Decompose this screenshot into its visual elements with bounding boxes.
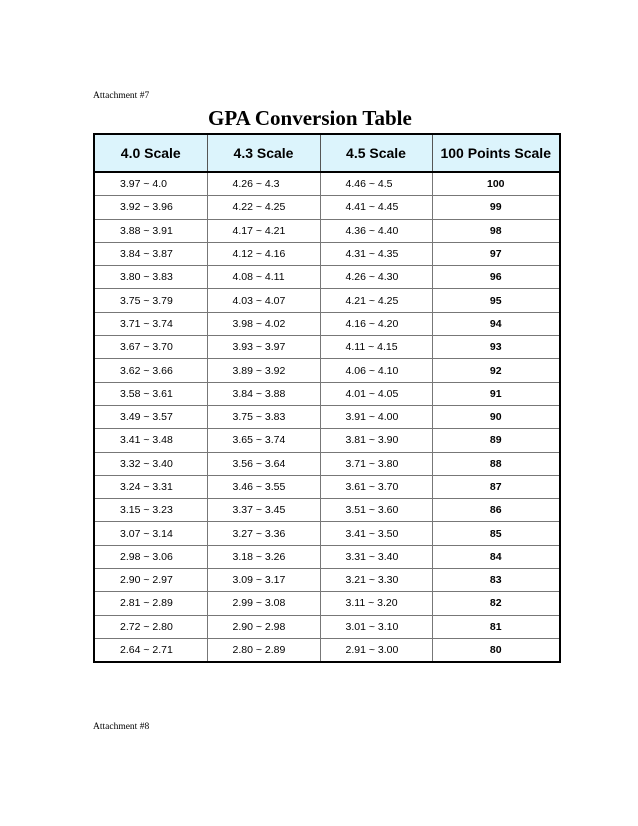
table-row — [94, 615, 560, 638]
cell-100-points: 94 — [432, 312, 560, 335]
cell-100-points: 80 — [432, 638, 560, 662]
cell-4-0-scale: 2.90 ~ 2.97 — [94, 569, 207, 592]
table-row — [94, 429, 560, 452]
cell-4-5-scale: 4.16 ~ 4.20 — [320, 312, 432, 335]
cell-100-points: 98 — [432, 219, 560, 242]
cell-4-3-scale: 3.89 ~ 3.92 — [207, 359, 320, 382]
cell-100-points: 90 — [432, 405, 560, 428]
cell-100-points: 85 — [432, 522, 560, 545]
table-row — [94, 499, 560, 522]
cell-100-points: 96 — [432, 266, 560, 289]
cell-4-0-scale: 2.81 ~ 2.89 — [94, 592, 207, 615]
gpa-conversion-table — [93, 133, 561, 663]
table-row — [94, 569, 560, 592]
table-header — [94, 134, 560, 172]
cell-4-5-scale: 3.41 ~ 3.50 — [320, 522, 432, 545]
cell-4-0-scale: 3.32 ~ 3.40 — [94, 452, 207, 475]
table-row — [94, 522, 560, 545]
cell-100-points: 91 — [432, 382, 560, 405]
cell-4-5-scale: 3.01 ~ 3.10 — [320, 615, 432, 638]
table-row — [94, 638, 560, 662]
cell-4-3-scale: 2.90 ~ 2.98 — [207, 615, 320, 638]
cell-4-0-scale: 3.67 ~ 3.70 — [94, 336, 207, 359]
cell-4-3-scale: 4.22 ~ 4.25 — [207, 196, 320, 219]
cell-100-points: 89 — [432, 429, 560, 452]
cell-4-3-scale: 3.75 ~ 3.83 — [207, 405, 320, 428]
cell-4-3-scale: 4.08 ~ 4.11 — [207, 266, 320, 289]
cell-4-0-scale: 3.84 ~ 3.87 — [94, 242, 207, 265]
table-row — [94, 382, 560, 405]
table-row — [94, 289, 560, 312]
cell-4-0-scale: 3.41 ~ 3.48 — [94, 429, 207, 452]
cell-4-0-scale: 3.75 ~ 3.79 — [94, 289, 207, 312]
cell-4-5-scale: 4.31 ~ 4.35 — [320, 242, 432, 265]
cell-4-0-scale: 3.71 ~ 3.74 — [94, 312, 207, 335]
cell-4-5-scale: 4.06 ~ 4.10 — [320, 359, 432, 382]
cell-4-0-scale: 2.72 ~ 2.80 — [94, 615, 207, 638]
cell-4-5-scale: 4.36 ~ 4.40 — [320, 219, 432, 242]
table-row — [94, 219, 560, 242]
page-title: GPA Conversion Table — [208, 106, 412, 130]
cell-4-0-scale: 3.97 ~ 4.0 — [94, 172, 207, 196]
table-row — [94, 196, 560, 219]
table-row — [94, 172, 560, 196]
cell-4-0-scale: 3.92 ~ 3.96 — [94, 196, 207, 219]
cell-100-points: 83 — [432, 569, 560, 592]
cell-4-5-scale: 4.01 ~ 4.05 — [320, 382, 432, 405]
cell-100-points: 92 — [432, 359, 560, 382]
cell-4-0-scale: 3.07 ~ 3.14 — [94, 522, 207, 545]
cell-4-3-scale: 3.56 ~ 3.64 — [207, 452, 320, 475]
table-row — [94, 545, 560, 568]
cell-100-points: 82 — [432, 592, 560, 615]
cell-4-5-scale: 3.11 ~ 3.20 — [320, 592, 432, 615]
table-row — [94, 312, 560, 335]
cell-4-3-scale: 4.03 ~ 4.07 — [207, 289, 320, 312]
table-row — [94, 359, 560, 382]
cell-4-5-scale: 3.91 ~ 4.00 — [320, 405, 432, 428]
attachment-label-top: Attachment #7 — [93, 91, 150, 101]
cell-4-3-scale: 3.84 ~ 3.88 — [207, 382, 320, 405]
cell-4-0-scale: 3.15 ~ 3.23 — [94, 499, 207, 522]
cell-4-5-scale: 3.71 ~ 3.80 — [320, 452, 432, 475]
table-row — [94, 405, 560, 428]
cell-4-3-scale: 3.27 ~ 3.36 — [207, 522, 320, 545]
cell-4-0-scale: 3.62 ~ 3.66 — [94, 359, 207, 382]
column-header-4-3-scale: 4.3 Scale — [207, 134, 320, 172]
cell-100-points: 88 — [432, 452, 560, 475]
cell-100-points: 84 — [432, 545, 560, 568]
cell-4-3-scale: 3.18 ~ 3.26 — [207, 545, 320, 568]
cell-4-5-scale: 3.31 ~ 3.40 — [320, 545, 432, 568]
header-row — [94, 134, 560, 172]
table-row — [94, 336, 560, 359]
cell-4-3-scale: 3.65 ~ 3.74 — [207, 429, 320, 452]
cell-100-points: 81 — [432, 615, 560, 638]
cell-4-3-scale: 3.93 ~ 3.97 — [207, 336, 320, 359]
cell-4-0-scale: 3.88 ~ 3.91 — [94, 219, 207, 242]
column-header-4-0-scale: 4.0 Scale — [94, 134, 207, 172]
cell-4-5-scale: 3.61 ~ 3.70 — [320, 475, 432, 498]
cell-4-5-scale: 4.21 ~ 4.25 — [320, 289, 432, 312]
table-row — [94, 592, 560, 615]
cell-4-3-scale: 2.80 ~ 2.89 — [207, 638, 320, 662]
cell-4-5-scale: 3.21 ~ 3.30 — [320, 569, 432, 592]
cell-4-5-scale: 2.91 ~ 3.00 — [320, 638, 432, 662]
cell-4-0-scale: 2.64 ~ 2.71 — [94, 638, 207, 662]
cell-4-0-scale: 3.58 ~ 3.61 — [94, 382, 207, 405]
cell-4-3-scale: 4.26 ~ 4.3 — [207, 172, 320, 196]
cell-4-5-scale: 3.51 ~ 3.60 — [320, 499, 432, 522]
cell-100-points: 87 — [432, 475, 560, 498]
cell-4-0-scale: 3.49 ~ 3.57 — [94, 405, 207, 428]
cell-4-3-scale: 2.99 ~ 3.08 — [207, 592, 320, 615]
table-row — [94, 475, 560, 498]
cell-100-points: 93 — [432, 336, 560, 359]
cell-100-points: 95 — [432, 289, 560, 312]
cell-4-3-scale: 4.12 ~ 4.16 — [207, 242, 320, 265]
cell-4-5-scale: 4.46 ~ 4.5 — [320, 172, 432, 196]
cell-4-3-scale: 4.17 ~ 4.21 — [207, 219, 320, 242]
cell-100-points: 99 — [432, 196, 560, 219]
table-row — [94, 266, 560, 289]
table-body — [94, 172, 560, 662]
cell-4-0-scale: 3.80 ~ 3.83 — [94, 266, 207, 289]
cell-4-3-scale: 3.98 ~ 4.02 — [207, 312, 320, 335]
cell-4-3-scale: 3.37 ~ 3.45 — [207, 499, 320, 522]
cell-100-points: 97 — [432, 242, 560, 265]
cell-4-5-scale: 3.81 ~ 3.90 — [320, 429, 432, 452]
attachment-label-bottom: Attachment #8 — [93, 722, 150, 732]
cell-100-points: 86 — [432, 499, 560, 522]
cell-4-3-scale: 3.09 ~ 3.17 — [207, 569, 320, 592]
cell-4-0-scale: 2.98 ~ 3.06 — [94, 545, 207, 568]
column-header-100-points-scale: 100 Points Scale — [432, 134, 560, 172]
cell-100-points: 100 — [432, 172, 560, 196]
cell-4-0-scale: 3.24 ~ 3.31 — [94, 475, 207, 498]
cell-4-5-scale: 4.41 ~ 4.45 — [320, 196, 432, 219]
column-header-4-5-scale: 4.5 Scale — [320, 134, 432, 172]
cell-4-3-scale: 3.46 ~ 3.55 — [207, 475, 320, 498]
table-row — [94, 452, 560, 475]
cell-4-5-scale: 4.26 ~ 4.30 — [320, 266, 432, 289]
cell-4-5-scale: 4.11 ~ 4.15 — [320, 336, 432, 359]
table-row — [94, 242, 560, 265]
